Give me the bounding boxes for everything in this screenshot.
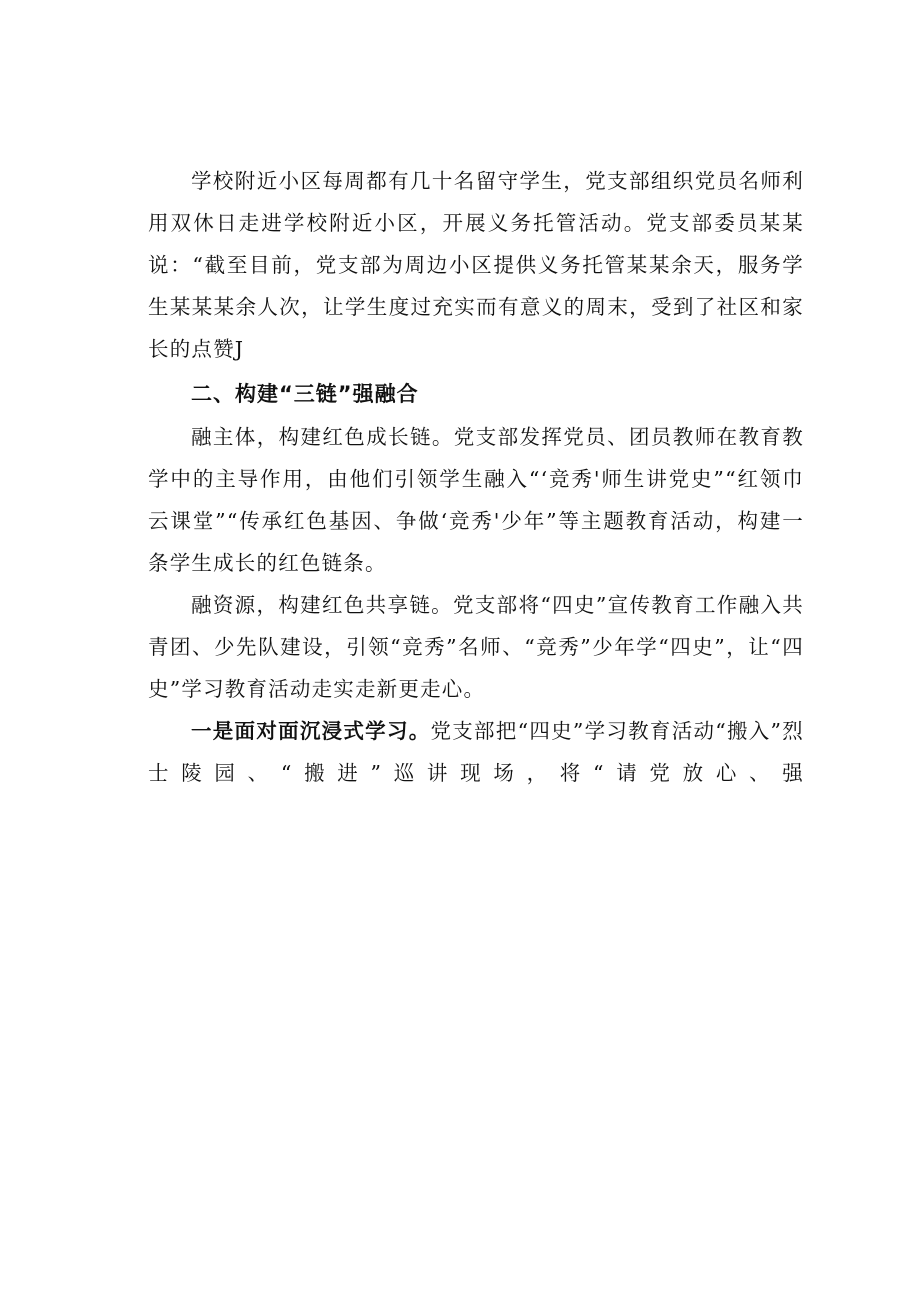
paragraph-red-sharing-chain: 融资源，构建红色共享链。党支部将“四史”宣传教育工作融入共青团、少先队建设，引领“竞秀”名师、“竞秀”少年学“四史”，让“四史”学习教育活动走实走新更走心。 xyxy=(148,593,804,701)
document-body xyxy=(148,160,804,794)
section-heading-three-chains: 二、构建“三链”强融合 xyxy=(191,382,419,406)
paragraph-volunteer-care: 学校附近小区每周都有几十名留守学生，党支部组织党员名师利用双休日走进学校附近小区，开展义务托管活动。党支部委员某某说：“截至目前，党支部为周边小区提供义务托管某某余天，服务学生某某某余人次，让学生度过充实而有意义的周末，受到了社区和家长的点赞J xyxy=(148,169,804,361)
paragraph-immersive-learning xyxy=(148,710,804,794)
paragraph-body-text: 党支部把“四史”学习教育活动“搬入”烈士陵园、“搬进”巡讲现场，将“请党放心、强 xyxy=(148,719,804,785)
paragraph-lead-phrase: 一是面对面沉浸式学习。 xyxy=(191,719,431,743)
paragraph-red-growth-chain: 融主体，构建红色成长链。党支部发挥党员、团员教师在教育教学中的主导作用，由他们引领学生融入“‘竞秀'师生讲党史”“红领巾云课堂”“传承红色基因、争做‘竞秀'少年”等主题教育活动，构建一条学生成长的红色链条。 xyxy=(148,425,804,575)
